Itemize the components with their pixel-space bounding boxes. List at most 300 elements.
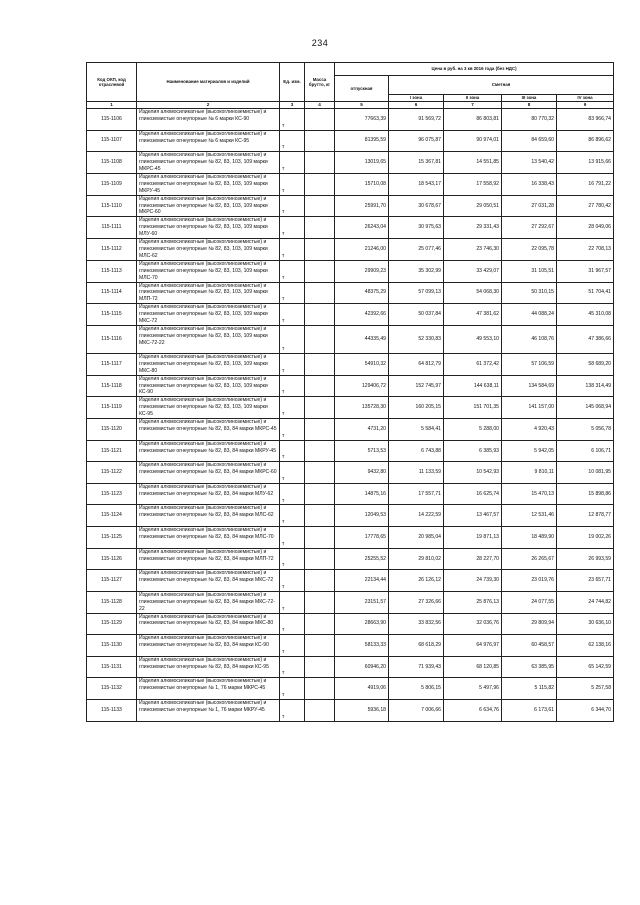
- row-price-zone-2: 64 976,97: [444, 635, 502, 657]
- row-price-zone-3: 44 088,24: [502, 304, 557, 326]
- row-price-wholesale: 4731,20: [335, 419, 389, 441]
- row-price-zone-1: 30 975,63: [389, 217, 444, 239]
- page-number: 234: [311, 38, 329, 48]
- col-index-3: 3: [280, 102, 305, 109]
- row-mass: [305, 173, 335, 195]
- row-price-zone-3: 46 108,76: [502, 325, 557, 353]
- table-row: [87, 635, 614, 657]
- row-price-zone-1: 29 810,02: [389, 548, 444, 570]
- row-code: 115-1122: [87, 462, 137, 484]
- header-mass: Масса брутто, кг: [305, 63, 335, 102]
- row-code: 115-1124: [87, 505, 137, 527]
- row-name: Изделия алюмосиликатные (высокоглиноземистые) и глиноземистые огнеупорные № 82, 83, 103, 109 марки МЛС-70: [137, 260, 280, 282]
- row-name: Изделия алюмосиликатные (высокоглиноземистые) и глиноземистые огнеупорные № 82, 83, 84 марки МЛС-70: [137, 527, 280, 549]
- row-price-zone-2: 68 120,85: [444, 656, 502, 678]
- row-price-zone-4: 86 896,62: [557, 130, 614, 152]
- row-price-zone-3: 9 810,11: [502, 462, 557, 484]
- table-row: [87, 217, 614, 239]
- col-index-4: 4: [305, 102, 335, 109]
- row-price-wholesale: 77663,39: [335, 109, 389, 131]
- row-code: 115-1130: [87, 635, 137, 657]
- row-mass: [305, 699, 335, 721]
- row-price-zone-1: 18 543,17: [389, 173, 444, 195]
- row-price-zone-3: 26 265,67: [502, 548, 557, 570]
- row-unit: т: [280, 527, 305, 549]
- table-row: [87, 325, 614, 353]
- row-price-zone-1: 30 678,67: [389, 195, 444, 217]
- table-row: [87, 397, 614, 419]
- row-price-zone-2: 47 381,62: [444, 304, 502, 326]
- row-unit: т: [280, 173, 305, 195]
- header-zone-4: IV зона: [557, 95, 614, 102]
- row-code: 115-1114: [87, 282, 137, 304]
- row-price-zone-4: 12 878,77: [557, 505, 614, 527]
- row-price-wholesale: 26243,04: [335, 217, 389, 239]
- row-price-zone-2: 17 558,92: [444, 173, 502, 195]
- row-price-zone-2: 25 876,13: [444, 591, 502, 613]
- row-code: 115-1126: [87, 548, 137, 570]
- row-price-zone-1: 5 806,15: [389, 678, 444, 700]
- row-price-zone-1: 11 133,59: [389, 462, 444, 484]
- row-price-zone-1: 17 557,71: [389, 483, 444, 505]
- row-name: Изделия алюмосиликатные (высокоглиноземистые) и глиноземистые огнеупорные № 82, 83, 103, 109 марки МКРС-60: [137, 195, 280, 217]
- row-price-zone-2: 6 634,76: [444, 699, 502, 721]
- table-row: [87, 440, 614, 462]
- row-mass: [305, 195, 335, 217]
- row-price-zone-1: 152 745,97: [389, 375, 444, 397]
- row-name: Изделия алюмосиликатные (высокоглиноземистые) и глиноземистые огнеупорные № 82, 83, 84 марки МЛП-72: [137, 548, 280, 570]
- row-price-zone-3: 4 920,43: [502, 419, 557, 441]
- row-price-zone-3: 57 106,59: [502, 353, 557, 375]
- row-price-zone-2: 5 497,96: [444, 678, 502, 700]
- row-price-zone-1: 33 832,56: [389, 613, 444, 635]
- row-name: Изделия алюмосиликатные (высокоглиноземистые) и глиноземистые огнеупорные № 82, 83, 103, 109 марки КС-95: [137, 397, 280, 419]
- row-mass: [305, 548, 335, 570]
- row-code: 115-1106: [87, 109, 137, 131]
- table-row: [87, 130, 614, 152]
- row-price-zone-4: 22 708,13: [557, 239, 614, 261]
- row-price-zone-3: 13 540,42: [502, 152, 557, 174]
- row-unit: т: [280, 282, 305, 304]
- row-price-zone-1: 27 326,66: [389, 591, 444, 613]
- col-index-9: 9: [557, 102, 614, 109]
- row-price-zone-3: 84 659,60: [502, 130, 557, 152]
- row-price-zone-3: 16 338,43: [502, 173, 557, 195]
- row-price-wholesale: 81395,59: [335, 130, 389, 152]
- row-price-wholesale: 17778,65: [335, 527, 389, 549]
- row-price-zone-4: 26 993,59: [557, 548, 614, 570]
- row-price-zone-2: 86 803,81: [444, 109, 502, 131]
- row-price-zone-3: 5 115,82: [502, 678, 557, 700]
- row-code: 115-1111: [87, 217, 137, 239]
- row-price-zone-3: 29 809,94: [502, 613, 557, 635]
- row-price-wholesale: 129406,72: [335, 375, 389, 397]
- row-price-zone-4: 24 744,82: [557, 591, 614, 613]
- row-price-zone-4: 23 657,71: [557, 570, 614, 592]
- row-name: Изделия алюмосиликатные (высокоглиноземистые) и глиноземистые огнеупорные № 82, 83, 103, 109 марки МКС-72-22: [137, 325, 280, 353]
- row-mass: [305, 635, 335, 657]
- row-unit: т: [280, 130, 305, 152]
- row-mass: [305, 397, 335, 419]
- row-mass: [305, 527, 335, 549]
- row-price-zone-4: 83 966,74: [557, 109, 614, 131]
- table-row: [87, 353, 614, 375]
- row-mass: [305, 483, 335, 505]
- row-name: Изделия алюмосиликатные (высокоглиноземистые) и глиноземистые огнеупорные № 82, 83, 84 марки МКС-80: [137, 613, 280, 635]
- row-code: 115-1129: [87, 613, 137, 635]
- row-code: 115-1128: [87, 591, 137, 613]
- header-code: Код ОКП, код отраслевой: [87, 63, 137, 102]
- row-mass: [305, 353, 335, 375]
- row-price-zone-2: 49 553,10: [444, 325, 502, 353]
- header-name: Наименование материалов и изделий: [137, 63, 280, 102]
- row-price-zone-1: 50 037,84: [389, 304, 444, 326]
- table-row: [87, 699, 614, 721]
- row-name: Изделия алюмосиликатные (высокоглиноземистые) и глиноземистые огнеупорные № 82, 83, 103, 109 марки КС-90: [137, 375, 280, 397]
- row-price-zone-1: 5 584,41: [389, 419, 444, 441]
- header-estimate: Сметная: [389, 76, 614, 95]
- row-price-zone-4: 62 138,16: [557, 635, 614, 657]
- row-price-zone-2: 19 871,13: [444, 527, 502, 549]
- row-name: Изделия алюмосиликатные (высокоглиноземистые) и глиноземистые огнеупорные № 82, 83, 103, 109 марки МКРУ-45: [137, 173, 280, 195]
- header-zone-3: III зона: [502, 95, 557, 102]
- row-price-zone-4: 30 636,10: [557, 613, 614, 635]
- row-name: Изделия алюмосиликатные (высокоглиноземистые) и глиноземистые огнеупорные № 82, 83, 84 марки МКРС-60: [137, 462, 280, 484]
- row-price-zone-4: 27 780,42: [557, 195, 614, 217]
- row-price-zone-1: 7 006,66: [389, 699, 444, 721]
- row-mass: [305, 109, 335, 131]
- row-unit: т: [280, 375, 305, 397]
- row-unit: т: [280, 419, 305, 441]
- row-price-zone-3: 15 470,13: [502, 483, 557, 505]
- row-unit: т: [280, 239, 305, 261]
- row-unit: т: [280, 195, 305, 217]
- row-mass: [305, 656, 335, 678]
- row-code: 115-1127: [87, 570, 137, 592]
- col-index-6: 6: [389, 102, 444, 109]
- row-code: 115-1107: [87, 130, 137, 152]
- row-name: Изделия алюмосиликатные (высокоглиноземистые) и глиноземистые огнеупорные № 6 марки КС-90: [137, 109, 280, 131]
- row-unit: т: [280, 440, 305, 462]
- row-price-wholesale: 25255,52: [335, 548, 389, 570]
- row-mass: [305, 152, 335, 174]
- row-name: Изделия алюмосиликатные (высокоглиноземистые) и глиноземистые огнеупорные № 82, 83, 103, 109 марки МКС-72: [137, 304, 280, 326]
- header-zone-1: I зона: [389, 95, 444, 102]
- header-wholesale: отпускная: [335, 76, 389, 102]
- row-price-zone-1: 20 985,04: [389, 527, 444, 549]
- row-price-zone-3: 22 095,78: [502, 239, 557, 261]
- row-price-zone-1: 35 302,99: [389, 260, 444, 282]
- row-price-zone-2: 28 227,70: [444, 548, 502, 570]
- table-row: [87, 527, 614, 549]
- row-price-zone-2: 54 068,30: [444, 282, 502, 304]
- row-price-zone-4: 19 002,26: [557, 527, 614, 549]
- header-zone-2: II зона: [444, 95, 502, 102]
- table-row: [87, 678, 614, 700]
- row-price-wholesale: 44335,49: [335, 325, 389, 353]
- row-price-zone-2: 10 542,93: [444, 462, 502, 484]
- row-price-wholesale: 29909,23: [335, 260, 389, 282]
- row-price-zone-2: 6 385,93: [444, 440, 502, 462]
- row-code: 115-1112: [87, 239, 137, 261]
- row-price-wholesale: 60946,20: [335, 656, 389, 678]
- row-name: Изделия алюмосиликатные (высокоглиноземистые) и глиноземистые огнеупорные № 82, 83, 84 марки КС-90: [137, 635, 280, 657]
- row-unit: т: [280, 505, 305, 527]
- row-code: 115-1108: [87, 152, 137, 174]
- row-name: Изделия алюмосиликатные (высокоглиноземистые) и глиноземистые огнеупорные № 82, 83, 84 марки МКРУ-45: [137, 440, 280, 462]
- row-price-wholesale: 9432,80: [335, 462, 389, 484]
- row-unit: т: [280, 397, 305, 419]
- table-row: [87, 570, 614, 592]
- row-code: 115-1133: [87, 699, 137, 721]
- row-mass: [305, 613, 335, 635]
- row-price-zone-4: 28 049,06: [557, 217, 614, 239]
- row-price-zone-1: 26 126,12: [389, 570, 444, 592]
- row-unit: т: [280, 325, 305, 353]
- row-price-wholesale: 28663,90: [335, 613, 389, 635]
- row-price-zone-3: 23 019,76: [502, 570, 557, 592]
- table-row: [87, 239, 614, 261]
- row-unit: т: [280, 591, 305, 613]
- row-unit: т: [280, 217, 305, 239]
- row-price-zone-2: 144 638,11: [444, 375, 502, 397]
- row-name: Изделия алюмосиликатные (высокоглиноземистые) и глиноземистые огнеупорные № 82, 83, 103, 109 марки МКРС-45: [137, 152, 280, 174]
- row-price-zone-3: 80 770,32: [502, 109, 557, 131]
- row-price-zone-1: 96 075,87: [389, 130, 444, 152]
- row-code: 115-1117: [87, 353, 137, 375]
- row-price-zone-1: 57 099,13: [389, 282, 444, 304]
- row-code: 115-1116: [87, 325, 137, 353]
- row-price-zone-4: 45 310,08: [557, 304, 614, 326]
- row-price-zone-2: 5 288,00: [444, 419, 502, 441]
- row-price-zone-1: 71 939,43: [389, 656, 444, 678]
- row-price-zone-2: 151 701,35: [444, 397, 502, 419]
- col-index-8: 8: [502, 102, 557, 109]
- row-code: 115-1110: [87, 195, 137, 217]
- row-price-wholesale: 12049,53: [335, 505, 389, 527]
- row-price-wholesale: 58133,33: [335, 635, 389, 657]
- row-name: Изделия алюмосиликатные (высокоглиноземистые) и глиноземистые огнеупорные № 82, 83, 84 марки МКРС-45: [137, 419, 280, 441]
- row-price-zone-1: 15 367,81: [389, 152, 444, 174]
- row-name: Изделия алюмосиликатные (высокоглиноземистые) и глиноземистые огнеупорные № 82, 83, 84 марки МКС-72-22: [137, 591, 280, 613]
- row-unit: т: [280, 656, 305, 678]
- row-name: Изделия алюмосиликатные (высокоглиноземистые) и глиноземистые огнеупорные № 1, 76 марки МКРС-45: [137, 678, 280, 700]
- row-code: 115-1109: [87, 173, 137, 195]
- table-row: [87, 173, 614, 195]
- row-mass: [305, 282, 335, 304]
- row-unit: т: [280, 635, 305, 657]
- row-name: Изделия алюмосиликатные (высокоглиноземистые) и глиноземистые огнеупорные № 82, 83, 84 марки МЛУ-62: [137, 483, 280, 505]
- row-price-zone-3: 50 310,15: [502, 282, 557, 304]
- col-index-2: 2: [137, 102, 280, 109]
- row-price-zone-4: 5 257,58: [557, 678, 614, 700]
- row-name: Изделия алюмосиликатные (высокоглиноземистые) и глиноземистые огнеупорные № 82, 83, 103, 109 марки МЛУ-60: [137, 217, 280, 239]
- row-mass: [305, 591, 335, 613]
- row-price-zone-2: 33 429,07: [444, 260, 502, 282]
- row-code: 115-1118: [87, 375, 137, 397]
- row-name: Изделия алюмосиликатные (высокоглиноземистые) и глиноземистые огнеупорные № 82, 83, 103, 109 марки МКС-80: [137, 353, 280, 375]
- row-price-zone-2: 16 625,74: [444, 483, 502, 505]
- row-code: 115-1121: [87, 440, 137, 462]
- row-price-wholesale: 5936,18: [335, 699, 389, 721]
- row-unit: т: [280, 483, 305, 505]
- row-name: Изделия алюмосиликатные (высокоглиноземистые) и глиноземистые огнеупорные № 82, 83, 84 марки МЛС-62: [137, 505, 280, 527]
- row-price-zone-4: 58 689,20: [557, 353, 614, 375]
- row-price-zone-4: 47 386,66: [557, 325, 614, 353]
- row-unit: т: [280, 699, 305, 721]
- row-code: 115-1113: [87, 260, 137, 282]
- row-price-zone-3: 24 077,55: [502, 591, 557, 613]
- row-name: Изделия алюмосиликатные (высокоглиноземистые) и глиноземистые огнеупорные № 1, 76 марки МКРУ-45: [137, 699, 280, 721]
- row-code: 115-1132: [87, 678, 137, 700]
- row-price-zone-1: 14 222,59: [389, 505, 444, 527]
- row-unit: т: [280, 109, 305, 131]
- row-price-zone-4: 16 791,22: [557, 173, 614, 195]
- table-row: [87, 591, 614, 613]
- row-price-zone-4: 31 967,57: [557, 260, 614, 282]
- row-name: Изделия алюмосиликатные (высокоглиноземистые) и глиноземистые огнеупорные № 82, 83, 103, 109 марки МЛС-62: [137, 239, 280, 261]
- row-mass: [305, 325, 335, 353]
- table-row: [87, 109, 614, 131]
- row-mass: [305, 462, 335, 484]
- row-price-zone-4: 51 704,41: [557, 282, 614, 304]
- row-price-zone-4: 15 898,86: [557, 483, 614, 505]
- row-price-wholesale: 5713,53: [335, 440, 389, 462]
- row-price-zone-3: 27 031,28: [502, 195, 557, 217]
- row-mass: [305, 505, 335, 527]
- row-unit: т: [280, 570, 305, 592]
- row-mass: [305, 260, 335, 282]
- row-unit: т: [280, 304, 305, 326]
- row-price-zone-3: 12 531,46: [502, 505, 557, 527]
- row-price-wholesale: 15710,08: [335, 173, 389, 195]
- row-price-zone-2: 13 467,57: [444, 505, 502, 527]
- table-row: [87, 375, 614, 397]
- row-price-zone-3: 18 489,90: [502, 527, 557, 549]
- table-row: [87, 613, 614, 635]
- row-price-zone-3: 134 584,69: [502, 375, 557, 397]
- row-price-wholesale: 48375,29: [335, 282, 389, 304]
- row-price-zone-3: 60 458,57: [502, 635, 557, 657]
- col-index-1: 1: [87, 102, 137, 109]
- table-row: [87, 260, 614, 282]
- row-code: 115-1120: [87, 419, 137, 441]
- row-price-zone-3: 27 292,67: [502, 217, 557, 239]
- row-mass: [305, 239, 335, 261]
- row-code: 115-1131: [87, 656, 137, 678]
- row-price-wholesale: 4919,06: [335, 678, 389, 700]
- header-unit: Ед. изм.: [280, 63, 305, 102]
- row-unit: т: [280, 152, 305, 174]
- row-unit: т: [280, 548, 305, 570]
- row-price-zone-4: 65 142,59: [557, 656, 614, 678]
- row-price-zone-2: 24 739,30: [444, 570, 502, 592]
- row-price-wholesale: 22134,44: [335, 570, 389, 592]
- row-price-zone-1: 160 205,15: [389, 397, 444, 419]
- row-name: Изделия алюмосиликатные (высокоглиноземистые) и глиноземистые огнеупорные № 82, 83, 103, 109 марки МЛП-72: [137, 282, 280, 304]
- table-row: [87, 505, 614, 527]
- row-price-zone-3: 31 105,51: [502, 260, 557, 282]
- row-price-zone-1: 6 743,88: [389, 440, 444, 462]
- row-code: 115-1125: [87, 527, 137, 549]
- row-price-zone-3: 5 942,05: [502, 440, 557, 462]
- row-price-zone-2: 32 036,76: [444, 613, 502, 635]
- table-row: [87, 152, 614, 174]
- row-price-wholesale: 42392,66: [335, 304, 389, 326]
- price-table: [86, 62, 614, 722]
- col-index-7: 7: [444, 102, 502, 109]
- row-price-zone-4: 10 081,95: [557, 462, 614, 484]
- row-price-wholesale: 25991,70: [335, 195, 389, 217]
- row-price-zone-2: 29 331,43: [444, 217, 502, 239]
- row-price-zone-1: 25 077,46: [389, 239, 444, 261]
- table-body: [87, 109, 614, 722]
- row-unit: т: [280, 462, 305, 484]
- row-price-zone-2: 90 974,01: [444, 130, 502, 152]
- row-mass: [305, 440, 335, 462]
- row-price-zone-2: 14 551,85: [444, 152, 502, 174]
- row-code: 115-1119: [87, 397, 137, 419]
- row-name: Изделия алюмосиликатные (высокоглиноземистые) и глиноземистые огнеупорные № 6 марки КС-95: [137, 130, 280, 152]
- row-price-zone-4: 145 068,94: [557, 397, 614, 419]
- row-price-zone-2: 61 372,42: [444, 353, 502, 375]
- row-unit: т: [280, 613, 305, 635]
- row-price-zone-4: 138 314,49: [557, 375, 614, 397]
- row-price-zone-1: 68 618,29: [389, 635, 444, 657]
- row-price-zone-3: 63 385,95: [502, 656, 557, 678]
- row-mass: [305, 304, 335, 326]
- row-code: 115-1115: [87, 304, 137, 326]
- table-row: [87, 419, 614, 441]
- row-price-zone-2: 23 746,30: [444, 239, 502, 261]
- row-code: 115-1123: [87, 483, 137, 505]
- table-row: [87, 195, 614, 217]
- table-row: [87, 483, 614, 505]
- row-price-wholesale: 54910,32: [335, 353, 389, 375]
- row-price-zone-4: 13 915,66: [557, 152, 614, 174]
- table-row: [87, 656, 614, 678]
- row-price-zone-3: 6 173,61: [502, 699, 557, 721]
- row-mass: [305, 678, 335, 700]
- table-row: [87, 462, 614, 484]
- row-name: Изделия алюмосиликатные (высокоглиноземистые) и глиноземистые огнеупорные № 82, 83, 84 марки КС-95: [137, 656, 280, 678]
- row-mass: [305, 130, 335, 152]
- row-price-wholesale: 14875,16: [335, 483, 389, 505]
- row-price-zone-3: 141 157,00: [502, 397, 557, 419]
- row-mass: [305, 419, 335, 441]
- row-price-wholesale: 21246,00: [335, 239, 389, 261]
- row-price-wholesale: 23151,57: [335, 591, 389, 613]
- table-row: [87, 548, 614, 570]
- header-price-title: Цена в руб. на 3 кв 2016 года (без НДС): [335, 63, 614, 76]
- table-row: [87, 304, 614, 326]
- row-price-wholesale: 135728,30: [335, 397, 389, 419]
- row-price-zone-4: 6 344,70: [557, 699, 614, 721]
- row-price-wholesale: 13019,65: [335, 152, 389, 174]
- row-unit: т: [280, 678, 305, 700]
- row-name: Изделия алюмосиликатные (высокоглиноземистые) и глиноземистые огнеупорные № 82, 83, 84 марки МКС-72: [137, 570, 280, 592]
- row-price-zone-4: 5 056,78: [557, 419, 614, 441]
- row-mass: [305, 217, 335, 239]
- row-price-zone-4: 6 106,71: [557, 440, 614, 462]
- row-price-zone-1: 64 812,79: [389, 353, 444, 375]
- row-unit: т: [280, 353, 305, 375]
- row-price-zone-1: 52 330,83: [389, 325, 444, 353]
- row-mass: [305, 570, 335, 592]
- col-index-5: 5: [335, 102, 389, 109]
- row-price-zone-1: 91 569,72: [389, 109, 444, 131]
- row-unit: т: [280, 260, 305, 282]
